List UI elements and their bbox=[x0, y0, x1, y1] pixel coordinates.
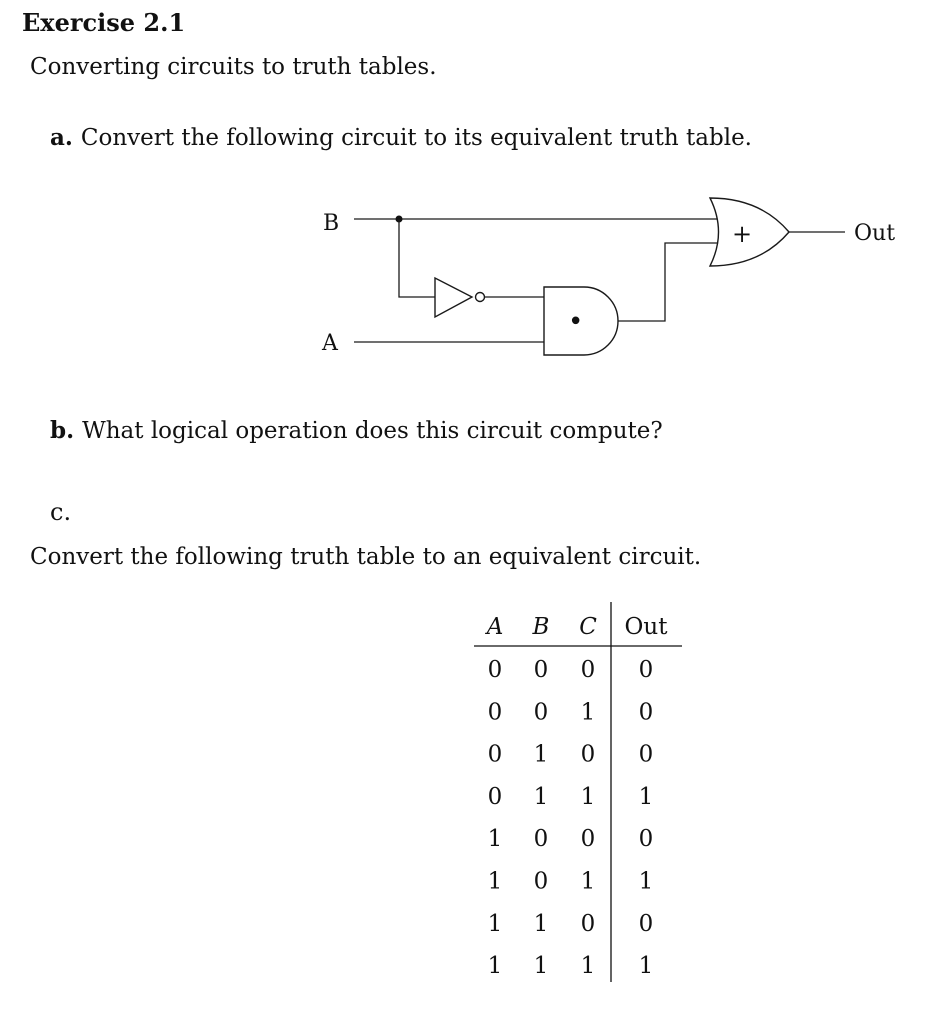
cell-out: 0 bbox=[638, 910, 654, 937]
cell-a: 0 bbox=[487, 741, 503, 768]
table-row bbox=[488, 742, 654, 768]
wire-b-to-not bbox=[399, 219, 435, 297]
question-b bbox=[50, 417, 663, 444]
cell-b: 0 bbox=[533, 868, 549, 895]
cell-b: 0 bbox=[533, 657, 549, 683]
cell-a: 1 bbox=[487, 826, 503, 853]
exercise-title: Exercise 2.1 bbox=[22, 8, 186, 37]
header-c: C bbox=[579, 614, 597, 640]
table-row bbox=[488, 699, 654, 725]
circuit-diagram bbox=[0, 0, 936, 400]
cell-b: 1 bbox=[533, 910, 549, 937]
question-b-text: What logical operation does this circuit compute? bbox=[82, 418, 663, 444]
cell-c: 1 bbox=[580, 868, 596, 895]
question-c-text: Convert the following truth table to an equivalent circuit. bbox=[30, 544, 702, 570]
exercise-subtitle: Converting circuits to truth tables. bbox=[30, 54, 437, 80]
cell-a: 0 bbox=[487, 783, 503, 810]
header-out: Out bbox=[624, 614, 668, 640]
question-c-label: c. bbox=[50, 498, 72, 526]
cell-c: 1 bbox=[580, 699, 596, 726]
cell-b: 0 bbox=[533, 826, 549, 853]
cell-b: 1 bbox=[533, 953, 549, 980]
header-b: B bbox=[532, 614, 550, 640]
cell-out: 0 bbox=[638, 741, 654, 768]
truth-table bbox=[0, 590, 936, 990]
cell-a: 0 bbox=[487, 699, 503, 726]
cell-b: 0 bbox=[533, 699, 549, 726]
input-label-b: B bbox=[323, 211, 340, 236]
or-symbol: + bbox=[732, 220, 753, 248]
wire-and-to-or bbox=[618, 243, 717, 321]
table-row bbox=[488, 953, 654, 979]
table-row bbox=[488, 911, 654, 937]
input-label-a: A bbox=[322, 331, 338, 356]
not-gate bbox=[435, 278, 472, 317]
cell-b: 1 bbox=[533, 783, 549, 810]
cell-c: 0 bbox=[580, 910, 596, 937]
cell-c: 0 bbox=[580, 657, 596, 683]
question-a-label: a. bbox=[50, 124, 73, 151]
table-row bbox=[488, 784, 654, 810]
cell-out: 1 bbox=[638, 868, 654, 895]
cell-out: 1 bbox=[638, 783, 654, 810]
not-bubble bbox=[476, 293, 485, 302]
table-row bbox=[488, 826, 654, 852]
cell-a: 0 bbox=[487, 657, 503, 683]
output-label: Out bbox=[854, 221, 896, 246]
truth-table-rows bbox=[488, 657, 654, 979]
table-row bbox=[488, 869, 654, 895]
cell-out: 1 bbox=[638, 953, 654, 980]
cell-out: 0 bbox=[638, 826, 654, 853]
truth-table-header bbox=[485, 614, 669, 640]
cell-a: 1 bbox=[487, 868, 503, 895]
cell-b: 1 bbox=[533, 741, 549, 768]
cell-a: 1 bbox=[487, 910, 503, 937]
cell-c: 0 bbox=[580, 741, 596, 768]
cell-c: 1 bbox=[580, 953, 596, 980]
cell-c: 0 bbox=[580, 826, 596, 853]
question-b-label: b. bbox=[50, 417, 75, 444]
header-a: A bbox=[486, 614, 504, 640]
cell-out: 0 bbox=[638, 699, 654, 726]
cell-a: 1 bbox=[487, 953, 503, 980]
question-a-text: Convert the following circuit to its equivalent truth table. bbox=[80, 125, 752, 151]
cell-c: 1 bbox=[580, 783, 596, 810]
table-row bbox=[488, 657, 654, 683]
cell-out: 0 bbox=[638, 657, 654, 683]
and-symbol: • bbox=[568, 307, 584, 337]
